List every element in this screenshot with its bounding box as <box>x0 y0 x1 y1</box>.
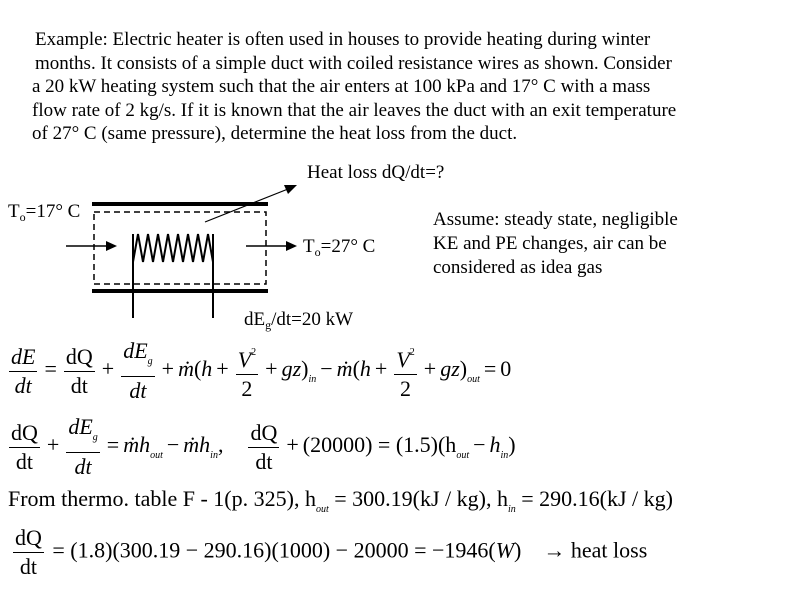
fraction-dEg-dt: $\frac{dE_g}{dt}$ <box>123 338 153 403</box>
energy-generation-label <box>244 309 353 333</box>
resistance-coil <box>133 234 213 262</box>
outlet-temperature-value: =27° C <box>320 236 376 257</box>
heat-loss-result: → heat loss <box>543 537 648 563</box>
energy-generation-subscript: g <box>265 318 272 332</box>
outlet-temperature-label <box>303 236 375 260</box>
thermo-table-line: From thermo. table F - 1(p. 325), $h_{out} = 300.19(kJ / kg)$, $h_{in} = 290.16(kJ / kg)$ <box>8 486 673 515</box>
energy-generation-value: /dt=20 kW <box>271 309 354 330</box>
fraction-V2-2: $\frac{V^2}{2}$ <box>236 340 258 402</box>
simplified-balance-equation: $\frac{dQ}{dt}$ + $\frac{dE_g}{dt}$ = ṁh$_{out}$ − ṁh$_{in}$, $\frac{dQ}{dt}$ + $(20000) = (1.5)(h_{out} - h_{in})$ <box>11 414 516 479</box>
inlet-temperature-value: =17° C <box>25 201 81 222</box>
fraction-V2-2-out: $\frac{V^2}{2}$ <box>394 340 416 402</box>
temperature-symbol: T <box>8 201 20 222</box>
problem-line: a 20 kW heating system such that the air enters at 100 kPa and 17° C with a mass <box>32 76 651 97</box>
energy-generation-prefix: dE <box>244 309 266 330</box>
problem-line: months. It consists of a simple duct with coiled resistance wires as shown. Consider <box>35 52 672 74</box>
temperature-subscript: o <box>19 210 26 224</box>
fraction-dE-dt: $\frac{dE}{dt}$ <box>11 343 36 398</box>
temperature-subscript: o <box>314 245 321 259</box>
problem-line: flow rate of 2 kg/s. If it is known that the air leaves the duct with an exit temperature <box>32 99 677 121</box>
fraction-dQ-dt: $\frac{dQ}{dt}$ <box>65 343 93 398</box>
problem-line: of 27° C (same pressure), determine the heat loss from the duct. <box>32 123 518 144</box>
problem-line: Example: Electric heater is often used in houses to provide heating during winter <box>35 29 651 50</box>
energy-balance-equation: $\frac{dE}{dt}$ = $\frac{dQ}{dt}$ + $\frac{dE_g}{dt}$ + ṁ(h + $\frac{V^2}{2}$ + $gz)_{in}$ − ṁ(h + $\frac{V^2}{2}$ + $gz)_{out} = 0$ <box>11 338 512 403</box>
inlet-temperature-label <box>8 201 80 225</box>
result-equation: $\frac{dQ}{dt}$ = (1.8)(300.19 − 290.16)(1000) − 20000 = −1946(W) → heat loss <box>15 525 648 579</box>
assumption-line: KE and PE changes, air can be <box>433 233 667 254</box>
assumptions <box>433 208 678 280</box>
temperature-symbol: T <box>303 236 315 257</box>
heat-loss-label: Heat loss dQ/dt=? <box>307 162 445 183</box>
outlet-arrow-head <box>286 241 297 251</box>
assumption-line: Assume: steady state, negligible <box>433 209 678 230</box>
inlet-arrow-head <box>106 241 117 251</box>
assumption-line: considered as idea gas <box>433 257 603 278</box>
